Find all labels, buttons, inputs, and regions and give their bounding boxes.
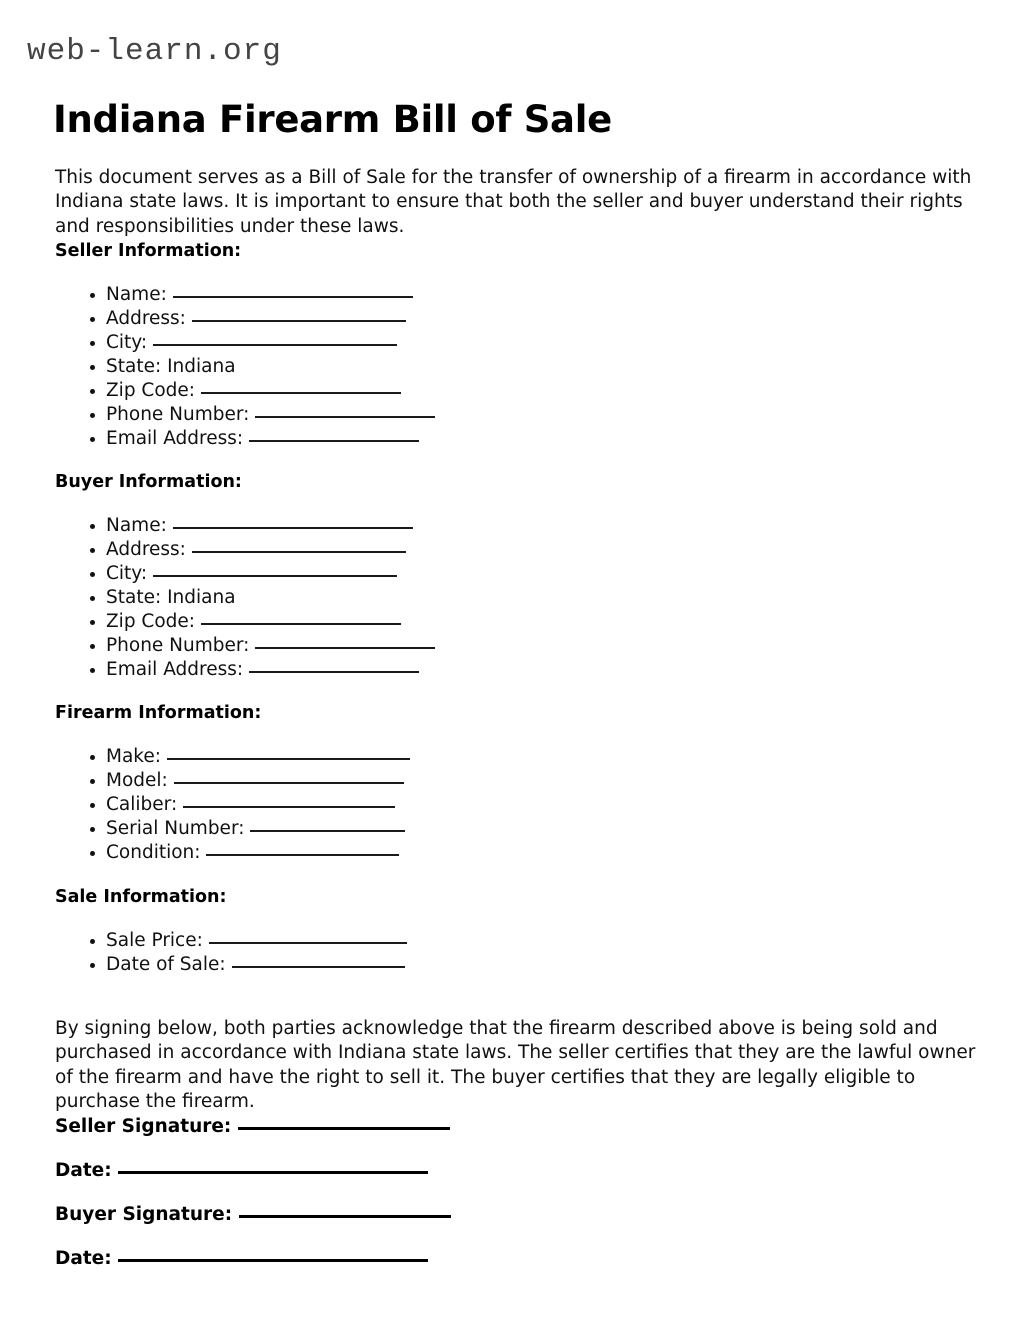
field-label: Email Address: [106,659,244,680]
page-title: Indiana Firearm Bill of Sale [53,97,612,141]
list-item [90,586,435,610]
field-label: Address: [106,308,186,329]
field-blank-line[interactable] [255,403,435,418]
field-label: Phone Number: [106,635,250,656]
field-blank-line[interactable] [153,562,397,577]
list-item [90,658,435,682]
field-label: City: [106,563,148,584]
field-blank-line[interactable] [173,283,413,298]
signature-blank-line[interactable] [118,1247,428,1262]
list-item [90,562,435,586]
field-blank-line[interactable] [250,817,405,832]
signature-row [55,1247,428,1269]
field-label: City: [106,332,148,353]
list-item [90,514,435,538]
field-blank-line[interactable] [232,953,405,968]
section-heading: Sale Information: [55,887,227,907]
site-logo: web-learn.org [27,34,282,69]
signature-blank-line[interactable] [239,1203,451,1218]
section-heading: Seller Information: [55,241,242,261]
field-label: Zip Code: [106,611,196,632]
field-blank-line[interactable] [183,793,395,808]
field-blank-line[interactable] [192,538,406,553]
signature-row [55,1115,450,1137]
field-blank-line[interactable] [255,634,435,649]
field-blank-line[interactable] [206,841,399,856]
signature-blank-line[interactable] [118,1159,428,1174]
field-blank-line[interactable] [174,769,404,784]
field-label: State: [106,587,162,608]
field-blank-line[interactable] [201,379,401,394]
list-item [90,610,435,634]
section-heading: Firearm Information: [55,703,262,723]
field-label: Name: [106,515,167,536]
field-label: State: [106,356,162,377]
field-blank-line[interactable] [167,745,410,760]
signature-label: Date: [55,1248,112,1269]
list-item [90,283,435,307]
field-label: Name: [106,284,167,305]
field-label: Email Address: [106,428,244,449]
field-label: Caliber: [106,794,178,815]
field-label: Zip Code: [106,380,196,401]
field-value: Indiana [167,587,236,608]
signature-label: Buyer Signature: [55,1204,233,1225]
list-item [90,307,435,331]
field-list [90,283,435,451]
field-blank-line[interactable] [153,331,397,346]
list-item [90,379,435,403]
list-item [90,793,410,817]
list-item [90,634,435,658]
list-item [90,403,435,427]
list-item [90,538,435,562]
section-heading: Buyer Information: [55,472,242,492]
field-label: Sale Price: [106,930,203,951]
field-blank-line[interactable] [173,514,413,529]
list-item [90,841,410,865]
field-blank-line[interactable] [249,658,419,673]
field-value: Indiana [167,356,236,377]
list-item [90,817,410,841]
list-item [90,331,435,355]
intro-paragraph: This document serves as a Bill of Sale for the transfer of ownership of a firearm in accordance with Indiana state laws. It is important to ensure that both the seller and buyer understand their rights and responsibilities under these laws. [55,166,972,237]
signature-row [55,1203,451,1225]
field-blank-line[interactable] [201,610,401,625]
field-label: Model: [106,770,168,791]
signature-label: Date: [55,1160,112,1181]
field-list [90,514,435,682]
field-label: Date of Sale: [106,954,226,975]
signature-row [55,1159,428,1181]
list-item [90,355,435,379]
field-label: Phone Number: [106,404,250,425]
field-blank-line[interactable] [192,307,406,322]
field-blank-line[interactable] [249,427,419,442]
field-label: Condition: [106,842,201,863]
field-list [90,929,407,977]
list-item [90,745,410,769]
list-item [90,953,407,977]
field-list [90,745,410,865]
list-item [90,427,435,451]
list-item [90,929,407,953]
field-label: Address: [106,539,186,560]
signature-label: Seller Signature: [55,1116,232,1137]
list-item [90,769,410,793]
field-label: Serial Number: [106,818,245,839]
field-label: Make: [106,746,161,767]
closing-paragraph: By signing below, both parties acknowledge that the firearm described above is being sold and purchased in accordance with Indiana state laws. The seller certifies that they are the lawful owner of the firearm and have the right to sell it. The buyer certifies that they are legally eligible to purchase the firearm. [55,1017,976,1112]
field-blank-line[interactable] [209,929,407,944]
signature-blank-line[interactable] [238,1115,450,1130]
